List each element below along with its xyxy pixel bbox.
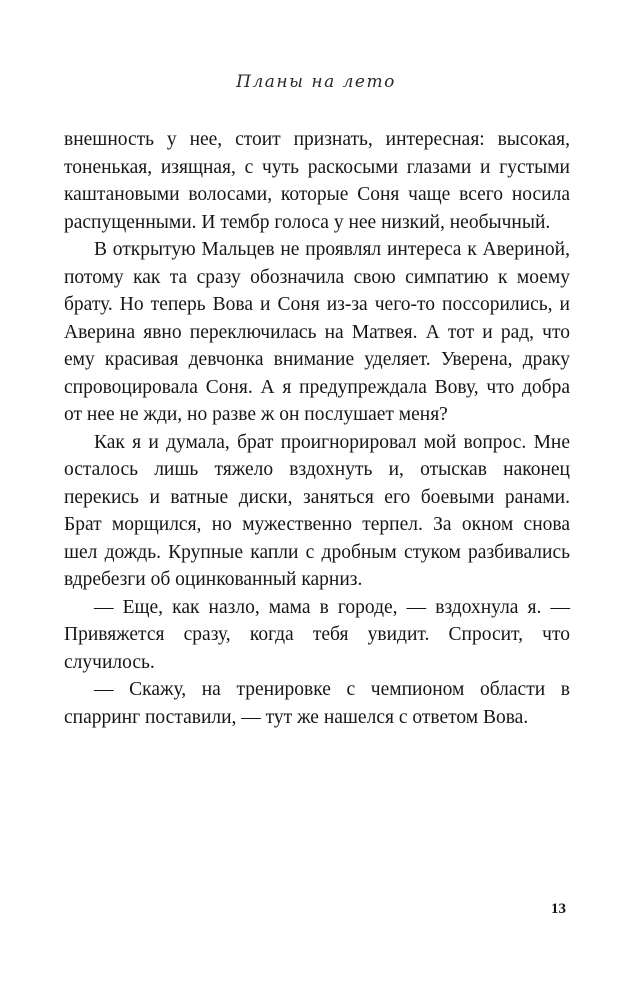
paragraph: — Еще, как назло, мама в городе, — вздохнула я. — Привяжется сразу, когда тебя увидит. Спросит, что случилось.: [64, 596, 570, 673]
running-head: Планы на лето: [236, 72, 396, 92]
paragraph: — Скажу, на тренировке с чемпионом области в спарринг поставили, — тут же нашелся с ответом Вова.: [64, 679, 570, 728]
paragraph: внешность у нее, стоит признать, интересная: высокая, тоненькая, изящная, с чуть раскосыми глазами и густыми каштановыми волосами, которые Соня чаще всего носила распущенными. И тембр голоса у нее низкий, необычный.: [64, 129, 570, 233]
paragraph: В открытую Мальцев не проявлял интереса к Авериной, потому как та сразу обозначила свою симпатию к моему брату. Но теперь Вова и Соня из-за чего-то поссорились, и Аверина явно переключилась на Матвея. А тот и рад, что ему красивая девчонка внимание уделяет. Уверена, драку спровоцировала Соня. А я предупреждала Вову, что добра от нее не жди, но разве ж он послушает меня?: [64, 239, 570, 425]
page-number: 13: [551, 901, 566, 917]
page-body: [64, 126, 570, 731]
paragraph: Как я и думала, брат проигнорировал мой вопрос. Мне осталось лишь тяжело вздохнуть и, отыскав наконец перекись и ватные диски, заняться его боевыми ранами. Брат морщился, но мужественно терпел. За окном снова шел дождь. Крупные капли с дробным стуком разбивались вдребезги об оцинкованный карниз.: [64, 431, 570, 590]
